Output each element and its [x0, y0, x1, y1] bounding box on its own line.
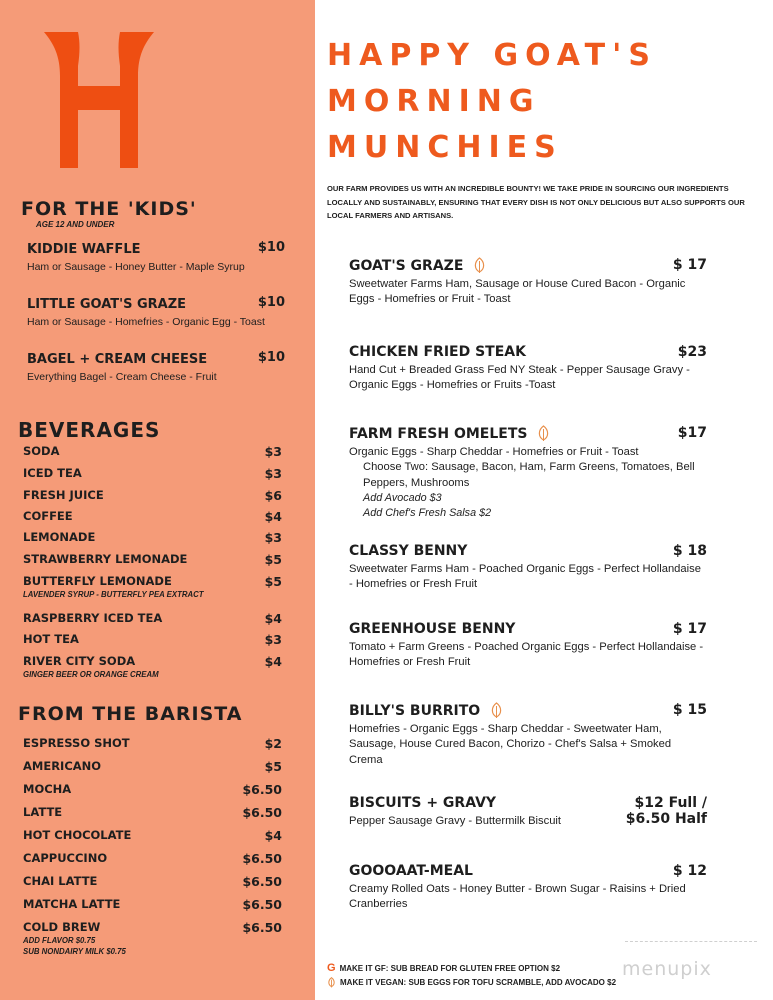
watermark: menupix: [622, 958, 712, 980]
main-dish-item: GOOOAAT-MEAL $ 12 Creamy Rolled Oats - Honey Butter - Brown Sugar - Raisins + Dried Cranberries: [349, 863, 707, 911]
barista-item: COLD BREW $6.50 ADD FLAVOR $0.75 SUB NONDAIRY MILK $0.75: [23, 920, 282, 956]
kids-menu-item: LITTLE GOAT'S GRAZE $10 Ham or Sausage - Homefries - Organic Egg - Toast: [27, 295, 285, 328]
kids-heading: FOR THE 'KIDS': [21, 198, 197, 220]
vegan-leaf-icon: [490, 702, 503, 719]
beverage-item: RASPBERRY ICED TEA $4: [23, 611, 282, 626]
main-dish-item: BISCUITS + GRAVY $12 Full / $6.50 Half Pepper Sausage Gravy - Buttermilk Biscuit: [349, 795, 707, 827]
beverage-item: BUTTERFLY LEMONADE $5 LAVENDER SYRUP - BUTTERFLY PEA EXTRACT: [23, 574, 282, 599]
kids-menu-item: KIDDIE WAFFLE $10 Ham or Sausage - Honey Butter - Maple Syrup: [27, 240, 285, 273]
gluten-free-marker: G: [327, 962, 336, 974]
beverage-item: FRESH JUICE $6: [23, 488, 282, 503]
beverage-item: SODA $3: [23, 444, 282, 459]
title-line-2: MORNING: [327, 84, 541, 119]
intro-text: OUR FARM PROVIDES US WITH AN INCREDIBLE BOUNTY! WE TAKE PRIDE IN SOURCING OUR INGREDIENTS LOCALLY AND SUSTAINABLY, ENSURING THAT EVERY DISH IS NOT ONLY DELICIOUS BUT ALSO SUPPORTS OUR LOCAL FARMERS AND ARTISANS.: [327, 184, 745, 220]
main-dish-item: GREENHOUSE BENNY $ 17 Tomato + Farm Greens - Poached Organic Eggs - Perfect Hollandaise - Homefries or Fresh Fruit: [349, 621, 707, 669]
sidebar-panel: [0, 0, 315, 1000]
beverage-item: STRAWBERRY LEMONADE $5: [23, 552, 282, 567]
title-line-3: MUNCHIES: [327, 130, 563, 165]
barista-item: MATCHA LATTE $6.50: [23, 897, 282, 912]
beverages-heading: BEVERAGES: [18, 418, 161, 442]
divider: [625, 941, 757, 942]
barista-item: LATTE $6.50: [23, 805, 282, 820]
barista-item: MOCHA $6.50: [23, 782, 282, 797]
kids-menu-item: BAGEL + CREAM CHEESE $10 Everything Bagel - Cream Cheese - Fruit: [27, 350, 285, 383]
main-dish-item: CLASSY BENNY $ 18 Sweetwater Farms Ham - Poached Organic Eggs - Perfect Hollandaise - Homefries or Fresh Fruit: [349, 543, 707, 591]
vegan-leaf-icon: [327, 977, 336, 988]
beverage-item: ICED TEA $3: [23, 466, 282, 481]
barista-item: ESPRESSO SHOT $2: [23, 736, 282, 751]
main-dish-item: GOAT'S GRAZE $ 17 Sweetwater Farms Ham, Sausage or House Cured Bacon - Organic Eggs - Homefries or Fruit - Toast: [349, 257, 707, 306]
kids-subheading: AGE 12 AND UNDER: [36, 220, 115, 229]
vegan-leaf-icon: [537, 425, 550, 442]
vegan-leaf-icon: [473, 257, 486, 274]
barista-item: CHAI LATTE $6.50: [23, 874, 282, 889]
title-line-1: HAPPY GOAT'S: [327, 38, 657, 73]
barista-item: AMERICANO $5: [23, 759, 282, 774]
main-dish-item: BILLY'S BURRITO $ 15 Homefries - Organic Eggs - Sharp Cheddar - Sweetwater Ham, Sausage, House Cured Bacon, Chorizo - Chef's Salsa + Smoked Crema: [349, 702, 707, 766]
beverage-item: COFFEE $4: [23, 509, 282, 524]
vegan-footnote: MAKE IT VEGAN: SUB EGGS FOR TOFU SCRAMBLE, ADD AVOCADO $2: [327, 977, 616, 988]
main-dish-item: CHICKEN FRIED STEAK $23 Hand Cut + Breaded Grass Fed NY Steak - Pepper Sausage Gravy - Organic Eggs - Homefries or Fruits -Toast: [349, 344, 707, 392]
gluten-free-footnote: G MAKE IT GF: SUB BREAD FOR GLUTEN FREE OPTION $2: [327, 962, 561, 974]
beverage-item: LEMONADE $3: [23, 530, 282, 545]
barista-item: HOT CHOCOLATE $4: [23, 828, 282, 843]
happy-goat-logo-icon: [40, 32, 158, 168]
main-dish-item: FARM FRESH OMELETS $17 Organic Eggs - Sharp Cheddar - Homefries or Fruit - Toast Choose Two: Sausage, Bacon, Ham, Farm Greens, Tomatoes, Bell Peppers, Mushrooms Add Avocado $3 Add Chef's Fresh Salsa $2: [349, 425, 707, 520]
barista-heading: FROM THE BARISTA: [18, 703, 243, 725]
beverage-item: RIVER CITY SODA $4 GINGER BEER OR ORANGE CREAM: [23, 654, 282, 679]
beverage-item: HOT TEA $3: [23, 632, 282, 647]
barista-item: CAPPUCCINO $6.50: [23, 851, 282, 866]
